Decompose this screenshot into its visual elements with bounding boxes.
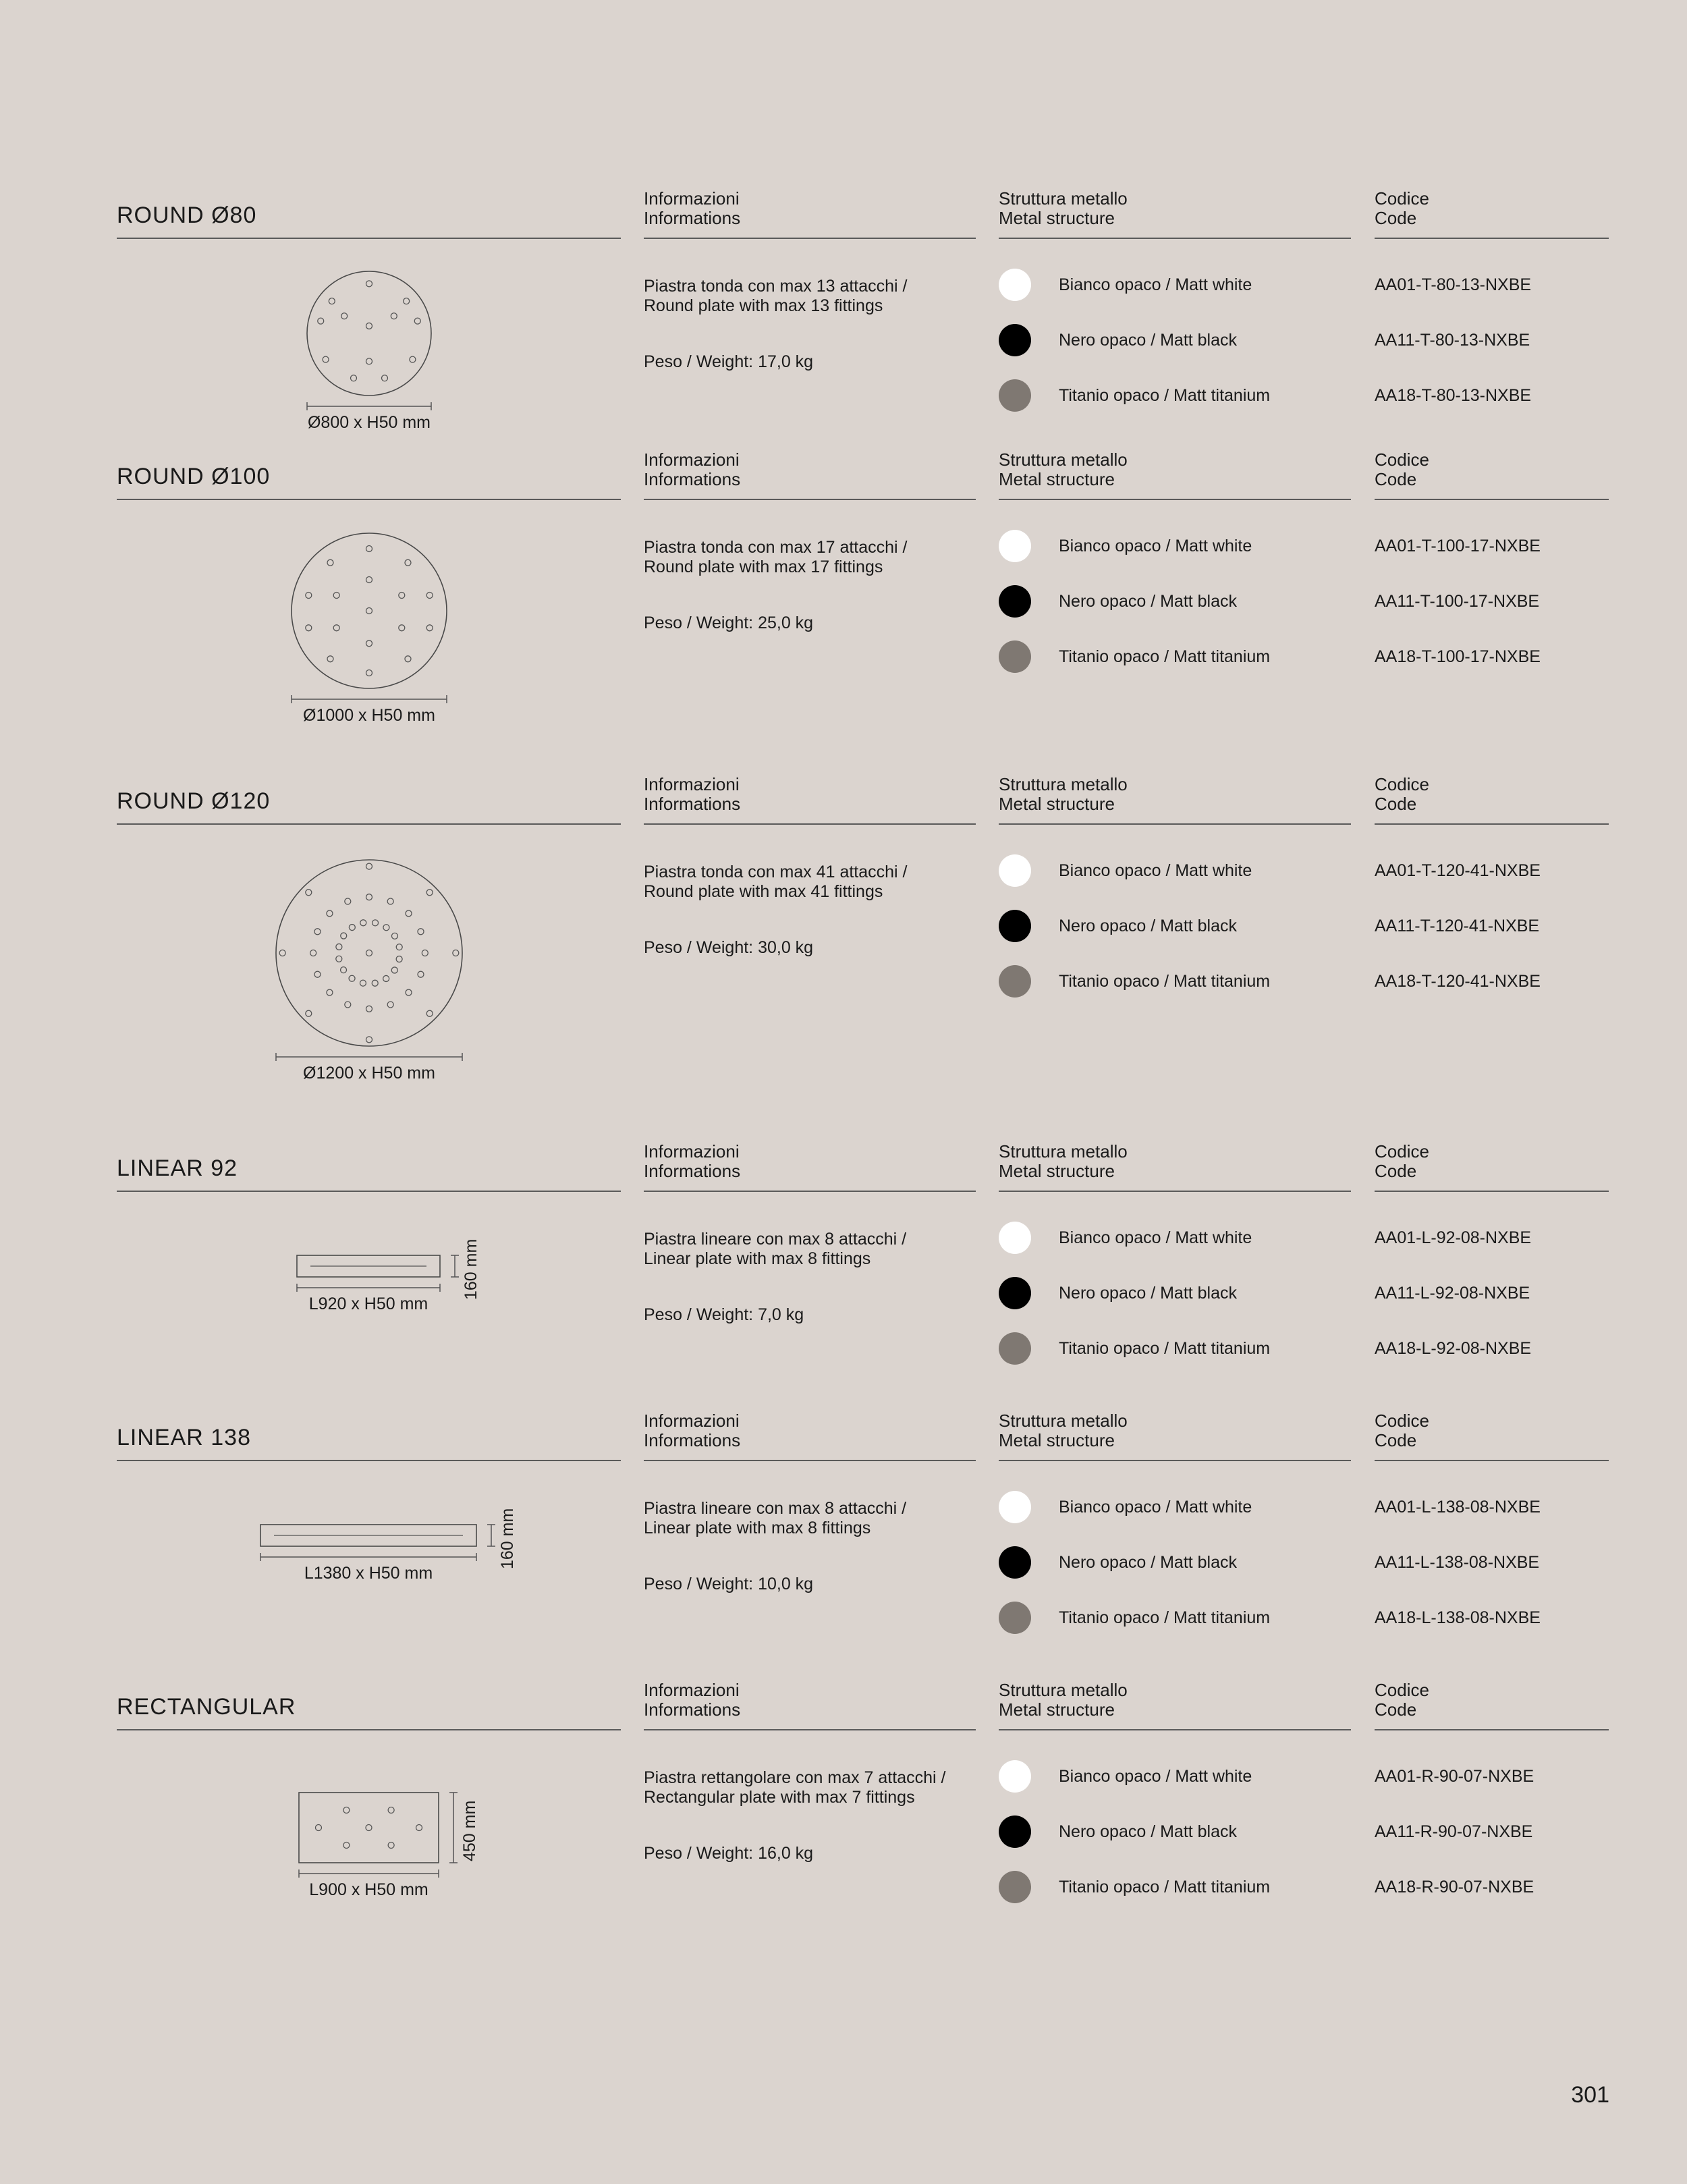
finish-label: Bianco opaco / Matt white (1059, 1767, 1252, 1786)
metal-header-en: Metal structure (999, 1161, 1115, 1181)
metal-header-it: Struttura metallo (999, 449, 1128, 470)
fitting-hole (360, 980, 366, 986)
code-header-it: Codice (1375, 1680, 1429, 1700)
fitting-hole (323, 356, 329, 362)
info-header-en: Informations (644, 1699, 741, 1720)
fitting-hole (306, 890, 312, 896)
code-header-it: Codice (1375, 449, 1429, 470)
product-section (0, 1134, 1687, 1390)
plate-drawing (0, 1403, 1, 1404)
round-plate-drawing (0, 767, 1, 768)
header-rule (1375, 823, 1609, 825)
description (644, 277, 908, 316)
metal-column-header (999, 1142, 1128, 1181)
metal-header-en: Metal structure (999, 1699, 1115, 1720)
header-rule (117, 823, 621, 825)
header-rule (1375, 499, 1609, 500)
code-header-en: Code (1375, 469, 1417, 489)
black-swatch[interactable] (999, 910, 1031, 942)
fitting-hole (405, 559, 411, 566)
finish-label: Titanio opaco / Matt titanium (1059, 386, 1271, 405)
code-header-it: Codice (1375, 774, 1429, 794)
product-code: AA01-L-138-08-NXBE (1375, 1498, 1541, 1517)
info-header-it: Informazioni (644, 449, 740, 470)
fitting-hole (396, 944, 402, 950)
fitting-hole (406, 989, 412, 995)
code-header-it: Codice (1375, 1411, 1429, 1431)
code-header-en: Code (1375, 794, 1417, 814)
description-it: Piastra tonda con max 13 attacchi / (644, 277, 908, 296)
metal-header-it: Struttura metallo (999, 1141, 1128, 1162)
product-code: AA18-T-100-17-NXBE (1375, 647, 1541, 666)
header-rule (1375, 1729, 1609, 1730)
code-column-header (1375, 1142, 1429, 1181)
header-rule (644, 823, 976, 825)
header-rule (999, 1460, 1351, 1461)
white-swatch[interactable] (999, 1491, 1031, 1523)
fitting-hole (327, 559, 333, 566)
product-code: AA11-L-138-08-NXBE (1375, 1553, 1540, 1572)
product-code: AA18-T-80-13-NXBE (1375, 386, 1532, 405)
info-column-header (644, 1142, 740, 1181)
finish-label: Nero opaco / Matt black (1059, 1553, 1238, 1572)
fitting-hole (341, 967, 347, 973)
fitting-hole (366, 863, 372, 869)
fitting-hole (366, 950, 372, 956)
info-header-it: Informazioni (644, 774, 740, 794)
description (644, 1230, 906, 1269)
plate-drawing (0, 1672, 1, 1674)
fitting-hole (333, 593, 339, 599)
fitting-hole (306, 593, 312, 599)
metal-header-en: Metal structure (999, 1430, 1115, 1450)
dimension-label: L920 x H50 mm (308, 1294, 428, 1313)
product-name: ROUND Ø100 (117, 464, 271, 489)
header-rule (644, 238, 976, 239)
fitting-hole (345, 898, 351, 904)
product-code: AA01-T-120-41-NXBE (1375, 861, 1541, 880)
product-name: RECTANGULAR (117, 1694, 296, 1720)
fitting-hole (382, 375, 388, 381)
black-swatch[interactable] (999, 324, 1031, 356)
product-code: AA01-R-90-07-NXBE (1375, 1767, 1534, 1786)
info-header-it: Informazioni (644, 1680, 740, 1700)
product-code: AA01-T-80-13-NXBE (1375, 275, 1532, 294)
titanium-swatch[interactable] (999, 1332, 1031, 1365)
fitting-hole (418, 971, 424, 977)
fitting-hole (453, 950, 459, 956)
fitting-hole (327, 656, 333, 662)
header-rule (1375, 1191, 1609, 1192)
fitting-hole (351, 375, 357, 381)
fitting-hole (341, 933, 347, 939)
fitting-hole (426, 593, 433, 599)
fitting-hole (279, 950, 285, 956)
weight: Peso / Weight: 10,0 kg (644, 1575, 814, 1593)
code-column-header (1375, 450, 1429, 489)
product-code: AA18-T-120-41-NXBE (1375, 972, 1541, 991)
fitting-hole (426, 890, 433, 896)
metal-header-it: Struttura metallo (999, 1411, 1128, 1431)
header-rule (1375, 1460, 1609, 1461)
metal-column-header (999, 189, 1128, 228)
finish-label: Bianco opaco / Matt white (1059, 1228, 1252, 1247)
fitting-hole (343, 1807, 350, 1813)
product-name: ROUND Ø80 (117, 202, 257, 228)
product-section (0, 181, 1687, 437)
description-en: Linear plate with max 8 fittings (644, 1519, 871, 1537)
weight: Peso / Weight: 7,0 kg (644, 1305, 804, 1324)
fitting-hole (366, 358, 372, 364)
plate-outline (299, 1793, 439, 1863)
description-en: Round plate with max 41 fittings (644, 882, 883, 901)
fitting-hole (391, 967, 397, 973)
weight: Peso / Weight: 25,0 kg (644, 613, 814, 632)
metal-column-header (999, 1681, 1128, 1720)
dimension-label: Ø1000 x H50 mm (303, 706, 435, 725)
finish-label: Bianco opaco / Matt white (1059, 275, 1252, 294)
fitting-hole (418, 929, 424, 935)
dimension-label: Ø800 x H50 mm (307, 413, 431, 432)
info-column-header (644, 1411, 740, 1450)
finish-label: Nero opaco / Matt black (1059, 592, 1238, 611)
description (644, 538, 908, 577)
fitting-hole (372, 920, 379, 926)
finish-label: Titanio opaco / Matt titanium (1059, 1878, 1271, 1896)
header-rule (117, 1191, 621, 1192)
fitting-hole (387, 898, 393, 904)
description-it: Piastra tonda con max 41 attacchi / (644, 863, 908, 881)
info-header-it: Informazioni (644, 188, 740, 209)
header-rule (117, 1460, 621, 1461)
code-header-it: Codice (1375, 1141, 1429, 1162)
info-column-header (644, 775, 740, 814)
fitting-hole (349, 925, 355, 931)
dimension-label: Ø1200 x H50 mm (303, 1064, 435, 1083)
fitting-hole (327, 989, 333, 995)
description-it: Piastra lineare con max 8 attacchi / (644, 1230, 907, 1249)
fitting-hole (318, 318, 324, 324)
titanium-swatch[interactable] (999, 965, 1031, 998)
header-rule (644, 1460, 976, 1461)
titanium-swatch[interactable] (999, 640, 1031, 673)
fitting-hole (416, 1825, 422, 1831)
info-header-it: Informazioni (644, 1141, 740, 1162)
header-rule (1375, 238, 1609, 239)
description-en: Rectangular plate with max 7 fittings (644, 1788, 915, 1807)
fitting-hole (333, 625, 339, 631)
info-column-header (644, 189, 740, 228)
code-header-en: Code (1375, 208, 1417, 228)
info-column-header (644, 1681, 740, 1720)
finish-label: Titanio opaco / Matt titanium (1059, 647, 1271, 666)
finish-label: Titanio opaco / Matt titanium (1059, 1339, 1271, 1358)
product-code: AA11-R-90-07-NXBE (1375, 1822, 1533, 1841)
fitting-hole (366, 608, 372, 614)
fitting-hole (366, 670, 372, 676)
finish-label: Nero opaco / Matt black (1059, 917, 1238, 935)
finish-label: Bianco opaco / Matt white (1059, 861, 1252, 880)
fitting-hole (406, 910, 412, 917)
finish-label: Bianco opaco / Matt white (1059, 537, 1252, 555)
dimension-label: L1380 x H50 mm (304, 1564, 433, 1583)
code-column-header (1375, 1681, 1429, 1720)
fitting-hole (349, 975, 355, 981)
info-column-header (644, 450, 740, 489)
fitting-hole (336, 944, 342, 950)
description-en: Round plate with max 17 fittings (644, 557, 883, 576)
fitting-hole (383, 925, 389, 931)
titanium-swatch[interactable] (999, 1602, 1031, 1634)
fitting-hole (396, 956, 402, 962)
code-header-en: Code (1375, 1699, 1417, 1720)
fitting-hole (310, 950, 316, 956)
white-swatch[interactable] (999, 854, 1031, 887)
header-rule (644, 499, 976, 500)
white-swatch[interactable] (999, 1760, 1031, 1793)
info-header-en: Informations (644, 1430, 741, 1450)
fitting-hole (405, 656, 411, 662)
fitting-hole (422, 950, 428, 956)
fitting-hole (366, 577, 372, 583)
fitting-hole (404, 298, 410, 304)
metal-column-header (999, 1411, 1128, 1450)
code-header-it: Codice (1375, 188, 1429, 209)
description-it: Piastra rettangolare con max 7 attacchi / (644, 1768, 946, 1787)
product-code: AA11-T-120-41-NXBE (1375, 917, 1540, 935)
plate-outline (292, 533, 447, 688)
weight: Peso / Weight: 17,0 kg (644, 352, 814, 371)
page-number: 301 (1571, 2082, 1609, 2108)
info-header-it: Informazioni (644, 1411, 740, 1431)
product-code: AA18-R-90-07-NXBE (1375, 1878, 1534, 1896)
product-section (0, 767, 1687, 1083)
dimension-label: L900 x H50 mm (309, 1880, 428, 1899)
plate-drawing (0, 1134, 1, 1135)
fitting-hole (366, 1825, 372, 1831)
metal-header-it: Struttura metallo (999, 774, 1128, 794)
finish-label: Nero opaco / Matt black (1059, 1822, 1238, 1841)
header-rule (117, 1729, 621, 1730)
description (644, 1499, 906, 1538)
product-name: LINEAR 138 (117, 1425, 251, 1450)
black-swatch[interactable] (999, 1277, 1031, 1309)
description-it: Piastra tonda con max 17 attacchi / (644, 538, 908, 557)
metal-column-header (999, 450, 1128, 489)
side-dimension-label: 160 mm (462, 1238, 480, 1300)
product-code: AA11-T-80-13-NXBE (1375, 331, 1530, 350)
fitting-hole (414, 318, 420, 324)
product-code: AA01-T-100-17-NXBE (1375, 537, 1541, 555)
fitting-hole (410, 356, 416, 362)
fitting-hole (345, 1002, 351, 1008)
fitting-hole (341, 313, 348, 319)
side-dimension-label: 450 mm (460, 1800, 479, 1861)
product-section (0, 1672, 1687, 1929)
header-rule (644, 1729, 976, 1730)
fitting-hole (336, 956, 342, 962)
fitting-hole (343, 1842, 350, 1849)
fitting-hole (372, 980, 378, 986)
header-rule (117, 238, 621, 239)
description (644, 863, 908, 902)
round-plate-drawing (0, 442, 1, 443)
titanium-swatch[interactable] (999, 1871, 1031, 1903)
description (644, 1768, 945, 1807)
fitting-hole (399, 593, 405, 599)
info-header-en: Informations (644, 794, 741, 814)
product-name: LINEAR 92 (117, 1155, 238, 1181)
fitting-hole (388, 1807, 394, 1813)
white-swatch[interactable] (999, 269, 1031, 301)
code-header-en: Code (1375, 1161, 1417, 1181)
fitting-hole (314, 971, 321, 977)
fitting-hole (391, 313, 397, 319)
metal-header-it: Struttura metallo (999, 1680, 1128, 1700)
fitting-hole (329, 298, 335, 304)
header-rule (999, 823, 1351, 825)
product-section (0, 1403, 1687, 1660)
fitting-hole (383, 975, 389, 981)
plate-outline (276, 860, 462, 1046)
product-name: ROUND Ø120 (117, 788, 271, 814)
code-column-header (1375, 775, 1429, 814)
description-en: Round plate with max 13 fittings (644, 296, 883, 315)
finish-label: Titanio opaco / Matt titanium (1059, 972, 1271, 991)
header-rule (117, 499, 621, 500)
fitting-hole (360, 920, 366, 926)
header-rule (644, 1191, 976, 1192)
weight: Peso / Weight: 30,0 kg (644, 938, 814, 957)
code-column-header (1375, 1411, 1429, 1450)
fitting-hole (366, 1037, 372, 1043)
fitting-hole (366, 1006, 372, 1012)
fitting-hole (391, 933, 397, 939)
finish-label: Bianco opaco / Matt white (1059, 1498, 1252, 1517)
white-swatch[interactable] (999, 530, 1031, 562)
fitting-hole (366, 640, 372, 647)
fitting-hole (426, 625, 433, 631)
header-rule (999, 1729, 1351, 1730)
header-rule (999, 238, 1351, 239)
metal-header-en: Metal structure (999, 469, 1115, 489)
fitting-hole (306, 1010, 312, 1016)
info-header-en: Informations (644, 1161, 741, 1181)
finish-label: Nero opaco / Matt black (1059, 331, 1238, 350)
fitting-hole (366, 894, 372, 900)
black-swatch[interactable] (999, 585, 1031, 618)
finish-label: Titanio opaco / Matt titanium (1059, 1608, 1271, 1627)
product-section (0, 442, 1687, 725)
info-header-en: Informations (644, 469, 741, 489)
product-code: AA18-L-92-08-NXBE (1375, 1339, 1532, 1358)
fitting-hole (388, 1842, 394, 1849)
fitting-hole (366, 546, 372, 552)
header-rule (999, 1191, 1351, 1192)
finish-label: Nero opaco / Matt black (1059, 1284, 1238, 1303)
fitting-hole (387, 1002, 393, 1008)
weight: Peso / Weight: 16,0 kg (644, 1844, 814, 1863)
fitting-hole (306, 625, 312, 631)
plate-outline (307, 271, 431, 395)
black-swatch[interactable] (999, 1816, 1031, 1848)
product-code: AA11-L-92-08-NXBE (1375, 1284, 1530, 1303)
product-code: AA18-L-138-08-NXBE (1375, 1608, 1541, 1627)
code-header-en: Code (1375, 1430, 1417, 1450)
fitting-hole (327, 910, 333, 917)
side-dimension-label: 160 mm (498, 1508, 517, 1569)
black-swatch[interactable] (999, 1546, 1031, 1579)
metal-header-en: Metal structure (999, 794, 1115, 814)
fitting-hole (314, 929, 321, 935)
info-header-en: Informations (644, 208, 741, 228)
fitting-hole (315, 1825, 321, 1831)
white-swatch[interactable] (999, 1222, 1031, 1254)
metal-header-en: Metal structure (999, 208, 1115, 228)
description-it: Piastra lineare con max 8 attacchi / (644, 1499, 907, 1518)
fitting-hole (426, 1010, 433, 1016)
fitting-hole (366, 281, 372, 287)
round-plate-drawing (0, 181, 1, 182)
code-column-header (1375, 189, 1429, 228)
description-en: Linear plate with max 8 fittings (644, 1249, 871, 1268)
header-rule (999, 499, 1351, 500)
fitting-hole (366, 323, 372, 329)
metal-header-it: Struttura metallo (999, 188, 1128, 209)
product-code: AA01-L-92-08-NXBE (1375, 1228, 1532, 1247)
fitting-hole (399, 625, 405, 631)
metal-column-header (999, 775, 1128, 814)
product-code: AA11-T-100-17-NXBE (1375, 592, 1540, 611)
titanium-swatch[interactable] (999, 379, 1031, 412)
